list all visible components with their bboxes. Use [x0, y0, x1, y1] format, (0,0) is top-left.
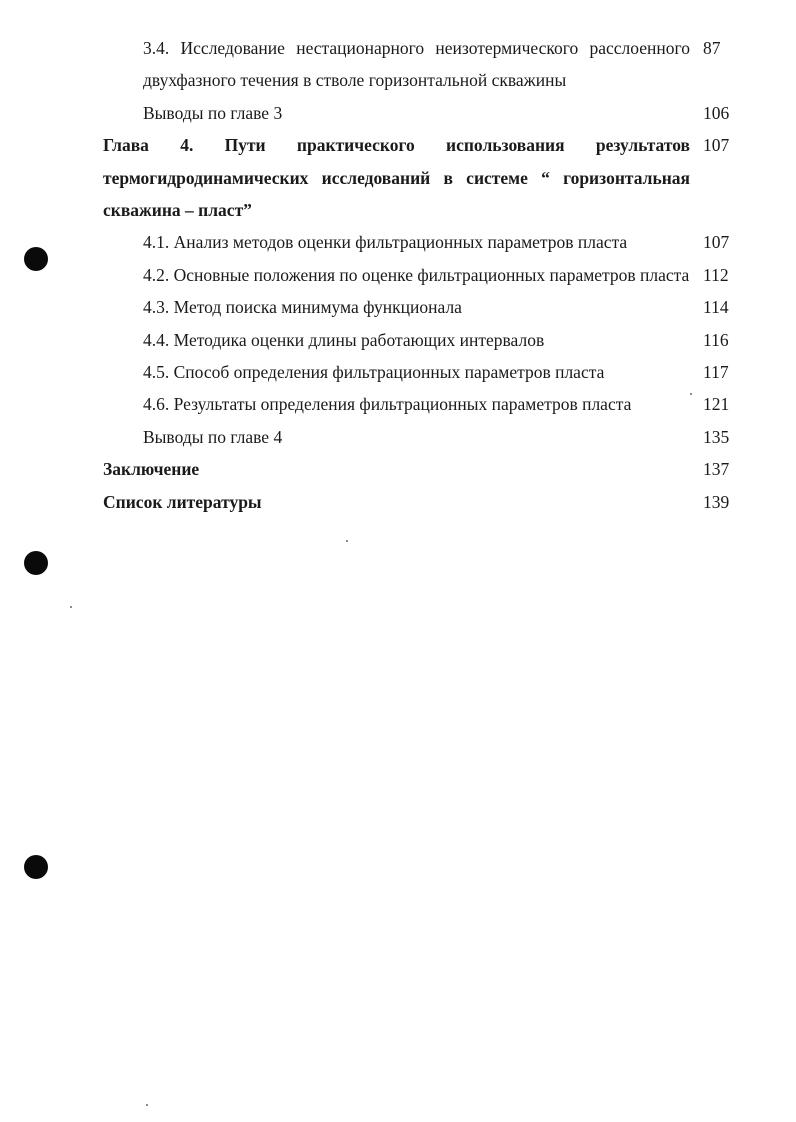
punch-hole-bottom — [24, 855, 48, 879]
toc-entry-title: Выводы по главе 3 — [143, 102, 283, 123]
toc-entry-page: 114 — [703, 297, 729, 318]
toc-entry-3-4 — [103, 32, 743, 97]
punch-hole-middle — [24, 551, 48, 575]
toc-entry-conclusions-ch4 — [103, 421, 743, 453]
toc-entry-4-4 — [103, 324, 743, 356]
toc-entry-title: Список литературы — [103, 491, 262, 512]
toc-entry-4-5 — [103, 356, 743, 388]
punch-hole-top — [24, 247, 48, 271]
toc-entry-title: Выводы по главе 4 — [143, 426, 283, 447]
scan-speck — [346, 540, 348, 542]
toc-entry-page: 106 — [703, 102, 730, 123]
toc-entry-page: 121 — [703, 394, 730, 415]
toc-entry-page: 87 — [703, 38, 721, 58]
toc-entry-conclusion — [103, 453, 743, 485]
toc-entry-conclusions-ch3 — [103, 97, 743, 129]
toc-entry-4-6 — [103, 388, 743, 420]
toc-entry-page: 137 — [703, 459, 730, 480]
table-of-contents — [103, 32, 743, 518]
toc-entry-page: 116 — [703, 329, 729, 350]
toc-entry-references — [103, 486, 743, 518]
toc-entry-title: Заключение — [103, 459, 200, 480]
toc-entry-page: 135 — [703, 426, 730, 447]
toc-entry-chapter-4 — [103, 129, 743, 226]
scan-speck — [70, 606, 72, 608]
toc-entry-title: 4.1. Анализ методов оценки фильтрационных параметров пласта — [143, 232, 628, 253]
toc-entry-page: 112 — [703, 264, 729, 285]
toc-entry-title: 3.4. Исследование нестационарного неизотермического расслоенного двухфазного течения в стволе горизонтальной скважины — [143, 38, 690, 91]
toc-entry-4-1 — [103, 226, 743, 258]
toc-entry-title: 4.6. Результаты определения фильтрационных параметров пласта — [143, 394, 632, 415]
toc-entry-title: 4.5. Способ определения фильтрационных параметров пласта — [143, 362, 605, 383]
toc-entry-page: 139 — [703, 491, 730, 512]
toc-entry-page: 117 — [703, 362, 729, 383]
toc-entry-4-3 — [103, 291, 743, 323]
toc-entry-page: 107 — [703, 135, 730, 156]
toc-entry-page: 107 — [703, 232, 730, 253]
toc-entry-title: 4.4. Методика оценки длины работающих интервалов — [143, 329, 545, 350]
scan-speck — [146, 1104, 148, 1106]
toc-entry-4-2 — [103, 259, 743, 291]
toc-entry-title: 4.2. Основные положения по оценке фильтрационных параметров пласта — [143, 264, 690, 285]
toc-entry-title: 4.3. Метод поиска минимума функционала — [143, 297, 462, 318]
toc-entry-title: Глава 4. Пути практического использования результатов термогидродинамических исследований в системе “ горизонтальная скважина – пласт” — [103, 135, 690, 221]
